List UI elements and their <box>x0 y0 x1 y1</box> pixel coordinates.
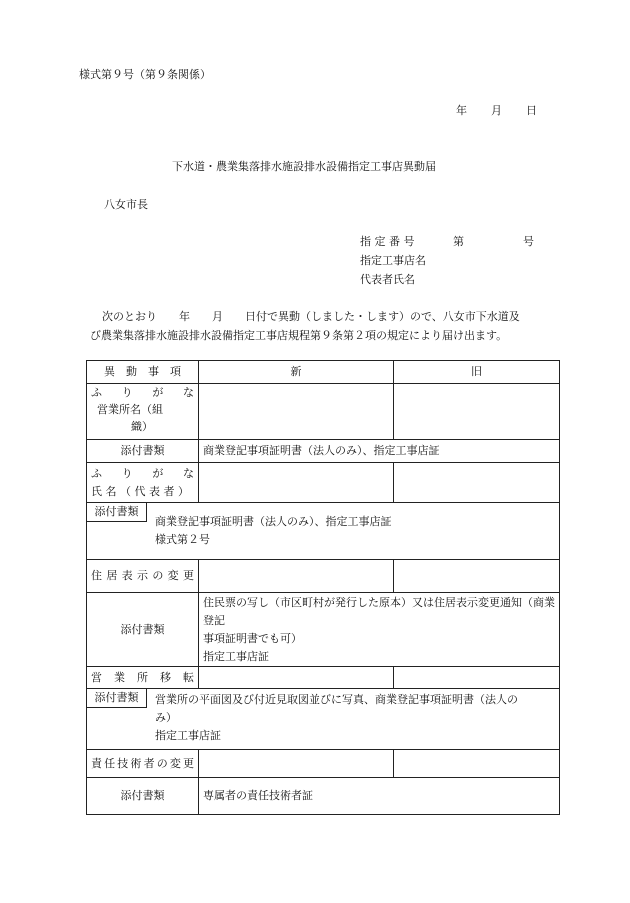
header-old: 旧 <box>394 361 560 384</box>
body-line-1: 次のとおり 年 月 日付で異動（しました・します）ので、八女市下水道及 <box>102 310 520 323</box>
attach-label-5: 添付書類 <box>87 778 199 815</box>
table-row-address-change <box>87 560 560 593</box>
representative-new-cell[interactable] <box>199 463 394 503</box>
engineer-change-old-cell[interactable] <box>394 750 560 778</box>
office-move-new-cell[interactable] <box>199 667 394 689</box>
attach-cell-2 <box>87 503 560 560</box>
shop-name-label: 指定工事店名 <box>360 254 426 267</box>
change-items-table <box>86 360 560 815</box>
attach-text-2-line-2: 様式第２号 <box>155 533 210 546</box>
address-change-label: 住居表示の変更 <box>87 560 199 593</box>
table-row-attach-3 <box>87 593 560 667</box>
office-name-furigana: ふ り が な <box>91 386 194 399</box>
office-name-old-cell[interactable] <box>394 384 560 440</box>
table-row-engineer-change <box>87 750 560 778</box>
attach-text-3-line-2: 事項証明書でも可） <box>203 632 302 645</box>
office-move-label: 営 業 所 移 転 <box>87 667 199 689</box>
attach-text-1: 商業登記事項証明書（法人のみ）、指定工事店証 <box>199 440 560 463</box>
designation-number-label: 指 定 番 号 <box>360 235 415 248</box>
representative-name-label: 代表者氏名 <box>360 273 415 286</box>
representative-furigana: ふ り が な <box>91 466 194 480</box>
table-row-attach-2 <box>87 503 560 560</box>
representative-label <box>87 463 199 503</box>
applicant-block <box>360 235 534 292</box>
attach-text-4-line-3: 指定工事店証 <box>155 729 221 742</box>
attach-label-2: 添付書類 <box>87 503 148 523</box>
table-row-attach-1 <box>87 440 560 463</box>
attach-text-3 <box>199 593 560 667</box>
body-text <box>90 307 560 345</box>
attach-label-3: 添付書類 <box>87 593 199 667</box>
document-title: 下水道・農業集落排水施設排水設備指定工事店異動届 <box>172 160 436 173</box>
attach-text-4-line-2: み） <box>155 711 177 724</box>
table-row-representative <box>87 463 560 503</box>
attach-label-1: 添付書類 <box>87 440 199 463</box>
form-number: 様式第９号（第９条関係） <box>79 68 211 81</box>
representative-old-cell[interactable] <box>394 463 560 503</box>
table-row-office-name <box>87 384 560 440</box>
month-label: 月 <box>491 104 502 117</box>
table-row-attach-4 <box>87 689 560 750</box>
addressee: 八女市長 <box>104 198 148 211</box>
address-change-new-cell[interactable] <box>199 560 394 593</box>
attach-label-4: 添付書類 <box>87 689 148 709</box>
office-name-new-cell[interactable] <box>199 384 394 440</box>
representative-name: 氏 名 （ 代 表 者 ） <box>91 484 189 498</box>
office-move-old-cell[interactable] <box>394 667 560 689</box>
body-line-2: び農業集落排水施設排水設備指定工事店規程第９条第２項の規定により届け出ます。 <box>90 329 508 342</box>
designation-number-prefix: 第 <box>453 235 464 248</box>
header-new: 新 <box>199 361 394 384</box>
day-label: 日 <box>526 104 537 117</box>
table-header-row <box>87 361 560 384</box>
table-row-attach-5 <box>87 778 560 815</box>
date-line <box>456 104 537 117</box>
table-row-office-move <box>87 667 560 689</box>
office-name-label <box>87 384 199 440</box>
attach-text-5: 専属者の責任技術者証 <box>199 778 560 815</box>
attach-text-2-line-1: 商業登記事項証明書（法人のみ）、指定工事店証 <box>155 515 392 528</box>
engineer-change-label: 責任技術者の変更 <box>87 750 199 778</box>
attach-cell-4 <box>87 689 560 750</box>
header-item: 異 動 事 項 <box>87 361 199 384</box>
attach-text-3-line-3: 指定工事店証 <box>203 650 269 663</box>
attach-text-3-line-1: 住民票の写し（市区町村が発行した原本）又は住居表示変更通知（商業登記 <box>203 596 555 627</box>
engineer-change-new-cell[interactable] <box>199 750 394 778</box>
address-change-old-cell[interactable] <box>394 560 560 593</box>
year-label: 年 <box>456 104 467 117</box>
office-name-line-1: 営業所名（組 <box>97 403 163 416</box>
office-name-line-2: 織） <box>131 420 153 433</box>
designation-number-suffix: 号 <box>523 235 534 248</box>
attach-text-4-line-1: 営業所の平面図及び付近見取図並びに写真、商業登記事項証明書（法人の <box>155 693 518 706</box>
designation-number-row <box>360 235 534 254</box>
